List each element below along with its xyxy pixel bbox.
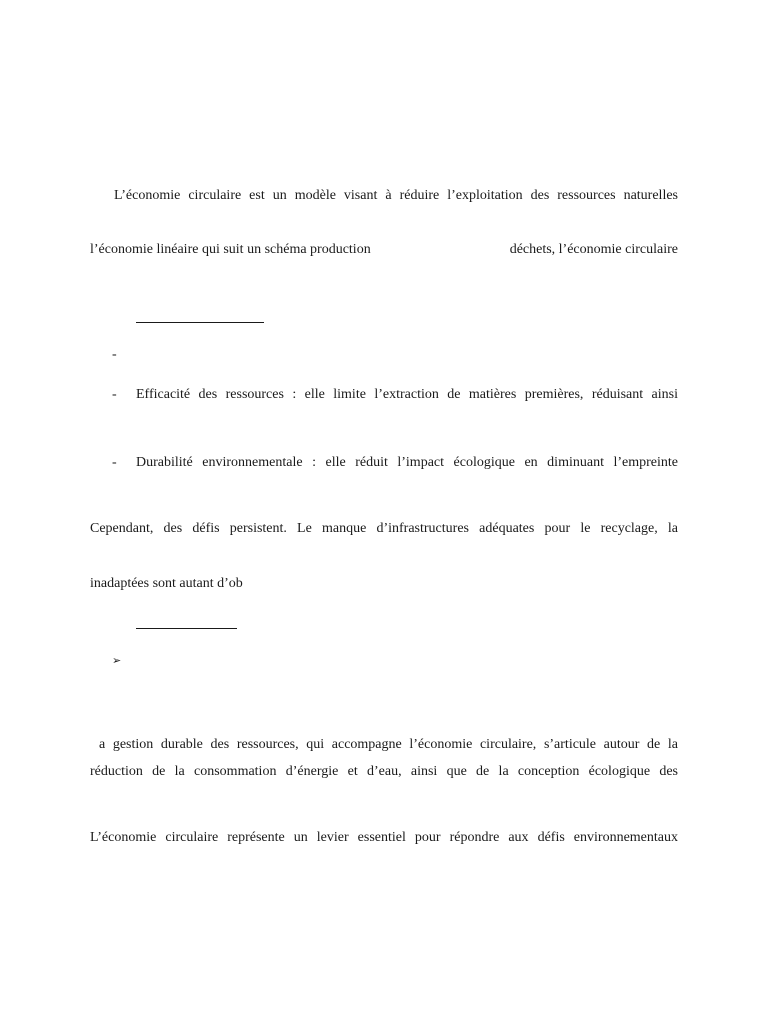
list-1-bullet-2: -	[112, 387, 117, 402]
paragraph-1-line-1	[114, 187, 678, 205]
paragraph-2-line-1-text: Cependant, des défis persistent. Le manque d’infrastructures adéquates pour le recyclage, la	[90, 521, 678, 536]
heading-underline-1	[136, 322, 264, 323]
paragraph-1-line-2	[90, 241, 678, 259]
paragraph-2-line-1	[90, 520, 678, 538]
list-1-bullet-3: -	[112, 455, 117, 470]
heading-underline-2	[136, 628, 237, 629]
paragraph-1-line-1-text: L’économie circulaire est un modèle visant à réduire l’exploitation des ressources naturelles	[114, 188, 678, 203]
list-1-item-2-text: Efficacité des ressources : elle limite l’extraction de matières premières, réduisant ainsi	[136, 387, 678, 402]
paragraph-3-line-2	[90, 763, 678, 781]
paragraph-3-line-1	[99, 736, 678, 754]
paragraph-3-line-2-text: réduction de la consommation d’énergie et d’eau, ainsi que de la conception écologique des	[90, 764, 678, 779]
paragraph-1-line-2-right: déchets, l’économie circulaire	[509, 242, 678, 257]
paragraph-4-line-1	[90, 829, 678, 847]
list-1-item-3-text: Durabilité environnementale : elle réduit l’impact écologique en diminuant l’empreinte	[136, 455, 678, 470]
paragraph-1-line-2-left: l’économie linéaire qui suit un schéma production	[90, 242, 371, 257]
paragraph-4-line-1-text: L’économie circulaire représente un levier essentiel pour répondre aux défis environnementaux	[90, 830, 678, 845]
paragraph-2-line-2: inadaptées sont autant d’ob	[90, 576, 243, 591]
paragraph-3-line-1-text: a gestion durable des ressources, qui accompagne l’économie circulaire, s’articule autour de la	[99, 737, 678, 752]
list-1-bullet-1: -	[112, 347, 117, 362]
list-2-arrow-bullet: ➢	[112, 654, 122, 667]
